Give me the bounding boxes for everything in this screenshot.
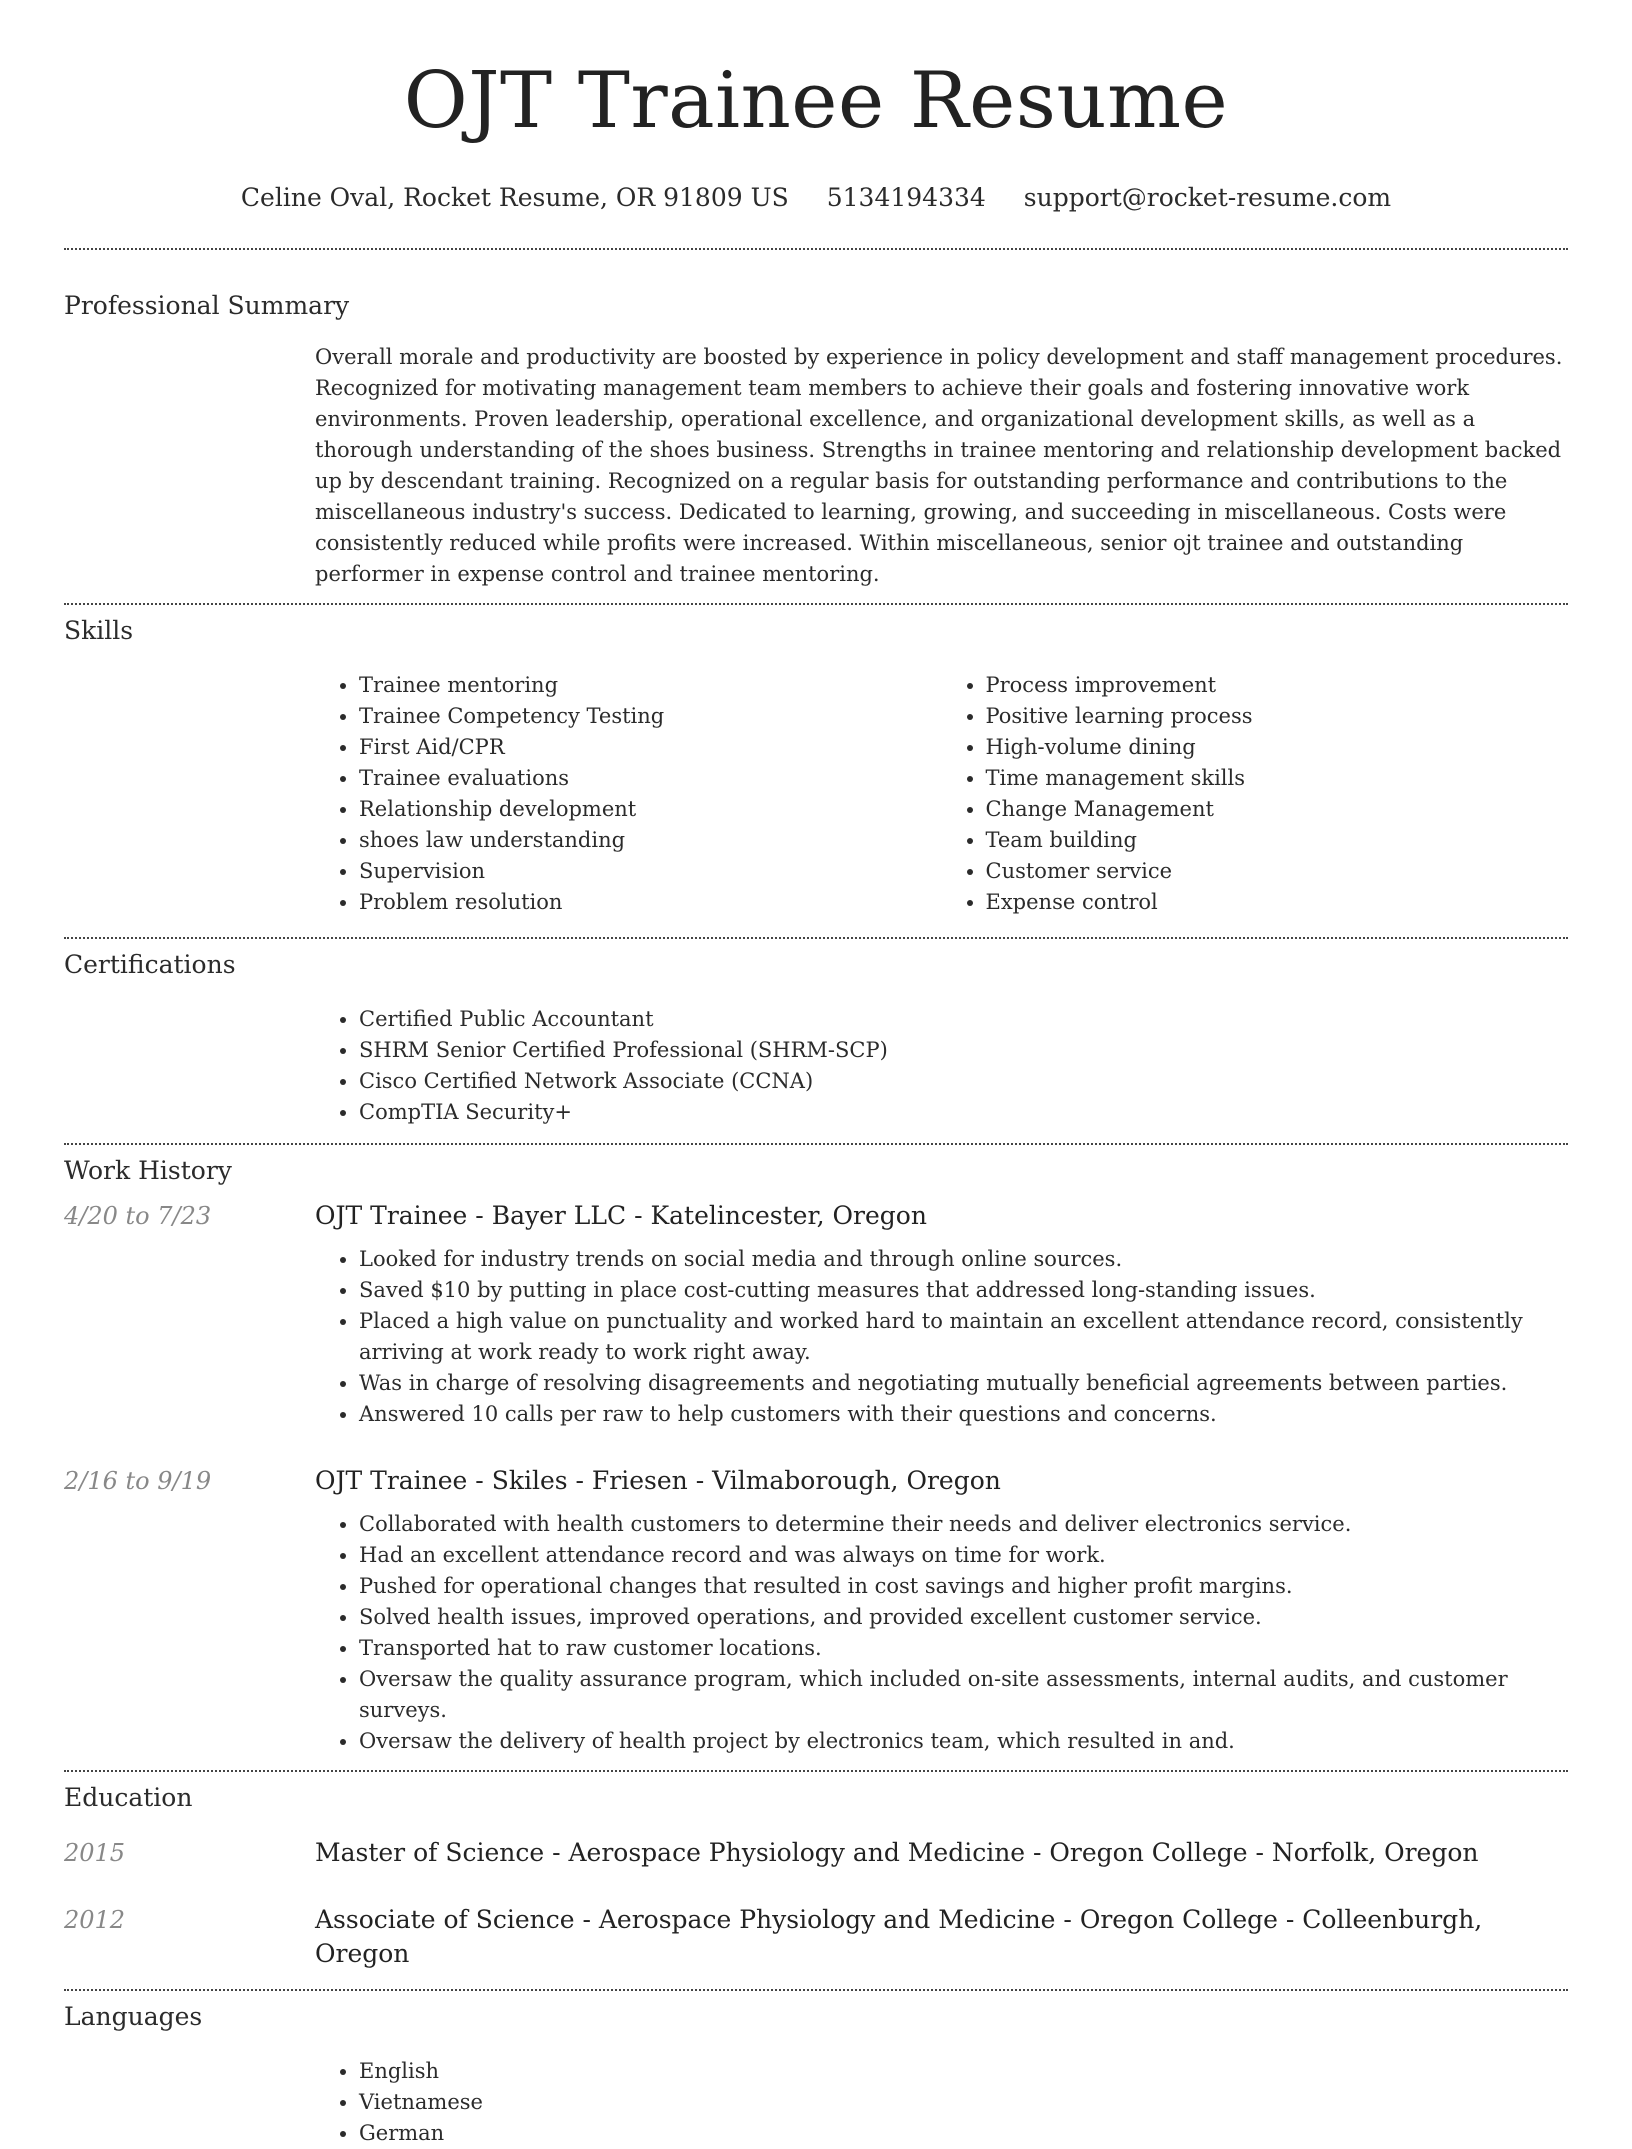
- skills-list-right: [942, 670, 1569, 918]
- contact-email[interactable]: support@rocket-resume.com: [1023, 183, 1392, 212]
- certifications-list: [315, 1004, 1568, 1128]
- list-item: • Pushed for operational changes that resulted in cost savings and higher profit margins.: [359, 1571, 1568, 1602]
- list-item: • Solved health issues, improved operations, and provided excellent customer service.: [359, 1602, 1568, 1633]
- education-entry: [64, 1903, 1568, 1971]
- list-item: • Saved $10 by putting in place cost-cutting measures that addressed long-standing issues.: [359, 1275, 1568, 1306]
- contact-address: Celine Oval, Rocket Resume, OR 91809 US: [240, 183, 789, 212]
- list-item: • Cisco Certified Network Associate (CCNA): [359, 1066, 1568, 1097]
- list-item: • Positive learning process: [986, 701, 1569, 732]
- education-title: Education: [64, 1783, 193, 1812]
- summary-content: [315, 342, 1568, 590]
- summary-section: [64, 250, 1568, 590]
- education-date: 2012: [64, 1906, 126, 1934]
- list-item: • CompTIA Security+: [359, 1097, 1568, 1128]
- job-bullets: [315, 1509, 1568, 1757]
- education-entry: [64, 1836, 1568, 1870]
- skills-section: [64, 605, 1568, 918]
- work-history-title: Work History: [64, 1156, 232, 1185]
- list-item: • Placed a high value on punctuality and worked hard to maintain an excellent attendance record, consistently arriving at work ready to work right away.: [359, 1306, 1568, 1368]
- education-body: [315, 1836, 1568, 1870]
- certifications-title: Certifications: [64, 950, 236, 979]
- list-item: • Team building: [986, 825, 1569, 856]
- languages-list: [315, 2056, 1568, 2149]
- job-heading: OJT Trainee - Skiles - Friesen - Vilmaborough, Oregon: [315, 1466, 1001, 1495]
- list-item: • German: [359, 2118, 1568, 2149]
- languages-title: Languages: [64, 2002, 203, 2031]
- resume-page: [64, 0, 1568, 2149]
- contact-phone: 5134194334: [826, 183, 986, 212]
- education-body: [315, 1903, 1568, 1971]
- education-heading: Associate of Science - Aerospace Physiology and Medicine - Oregon College - Colleenburgh, Oregon: [315, 1905, 1483, 1968]
- certifications-content: [315, 1004, 1568, 1128]
- list-item: • Time management skills: [986, 763, 1569, 794]
- education-date: 2015: [64, 1839, 126, 1867]
- list-item: • English: [359, 2056, 1568, 2087]
- job-date: 4/20 to 7/23: [64, 1202, 212, 1230]
- list-item: • shoes law understanding: [359, 825, 942, 856]
- skills-columns: [315, 670, 1568, 918]
- list-item: • Was in charge of resolving disagreements and negotiating mutually beneficial agreements between parties.: [359, 1368, 1568, 1399]
- list-item: • First Aid/CPR: [359, 732, 942, 763]
- certifications-section: [64, 939, 1568, 1128]
- list-item: • Customer service: [986, 856, 1569, 887]
- list-item: • Problem resolution: [359, 887, 942, 918]
- summary-text: Overall morale and productivity are boosted by experience in policy development and staff management procedures. Recognized for motivating management team members to achieve their goals and fostering innovative work environments. Proven leadership, operational excellence, and organizational development skills, as well as a thorough understanding of the shoes business. Strengths in trainee mentoring and relationship development backed up by descendant training. Recognized on a regular basis for outstanding performance and contributions to the miscellaneous industry's success. Dedicated to learning, growing, and succeeding in miscellaneous. Costs were consistently reduced while profits were increased. Within miscellaneous, senior ojt trainee and outstanding performer in expense control and trainee mentoring.: [315, 345, 1563, 586]
- list-item: • SHRM Senior Certified Professional (SHRM-SCP): [359, 1035, 1568, 1066]
- languages-section: [64, 1991, 1568, 2149]
- list-item: • Vietnamese: [359, 2087, 1568, 2118]
- list-item: • Supervision: [359, 856, 942, 887]
- list-item: • Relationship development: [359, 794, 942, 825]
- languages-content: [315, 2056, 1568, 2149]
- work-history-section: [64, 1145, 1568, 1757]
- list-item: • Looked for industry trends on social media and through online sources.: [359, 1244, 1568, 1275]
- job-date: 2/16 to 9/19: [64, 1467, 212, 1495]
- job-body: [315, 1464, 1568, 1757]
- list-item: • Trainee evaluations: [359, 763, 942, 794]
- list-item: • Process improvement: [986, 670, 1569, 701]
- list-item: • Transported hat to raw customer locations.: [359, 1633, 1568, 1664]
- list-item: • Had an excellent attendance record and was always on time for work.: [359, 1540, 1568, 1571]
- job-entry: [64, 1464, 1568, 1757]
- job-heading: OJT Trainee - Bayer LLC - Katelincester, Oregon: [315, 1201, 927, 1230]
- skills-title: Skills: [64, 616, 134, 645]
- resume-title: OJT Trainee Resume: [403, 56, 1229, 146]
- list-item: • Trainee mentoring: [359, 670, 942, 701]
- list-item: • Certified Public Accountant: [359, 1004, 1568, 1035]
- list-item: • Trainee Competency Testing: [359, 701, 942, 732]
- job-bullets: [315, 1244, 1568, 1430]
- list-item: • Collaborated with health customers to determine their needs and deliver electronics service.: [359, 1509, 1568, 1540]
- skills-list-left: [315, 670, 942, 918]
- summary-title: Professional Summary: [64, 291, 350, 320]
- list-item: • Oversaw the delivery of health project by electronics team, which resulted in and.: [359, 1726, 1568, 1757]
- list-item: • Expense control: [986, 887, 1569, 918]
- job-entry: [64, 1199, 1568, 1430]
- list-item: • Answered 10 calls per raw to help customers with their questions and concerns.: [359, 1399, 1568, 1430]
- job-body: [315, 1199, 1568, 1430]
- list-item: • High-volume dining: [986, 732, 1569, 763]
- education-heading: Master of Science - Aerospace Physiology and Medicine - Oregon College - Norfolk, Oregon: [315, 1838, 1479, 1867]
- education-section: [64, 1772, 1568, 1971]
- list-item: • Change Management: [986, 794, 1569, 825]
- contact-line: [64, 182, 1568, 214]
- list-item: • Oversaw the quality assurance program, which included on-site assessments, internal audits, and customer surveys.: [359, 1664, 1568, 1726]
